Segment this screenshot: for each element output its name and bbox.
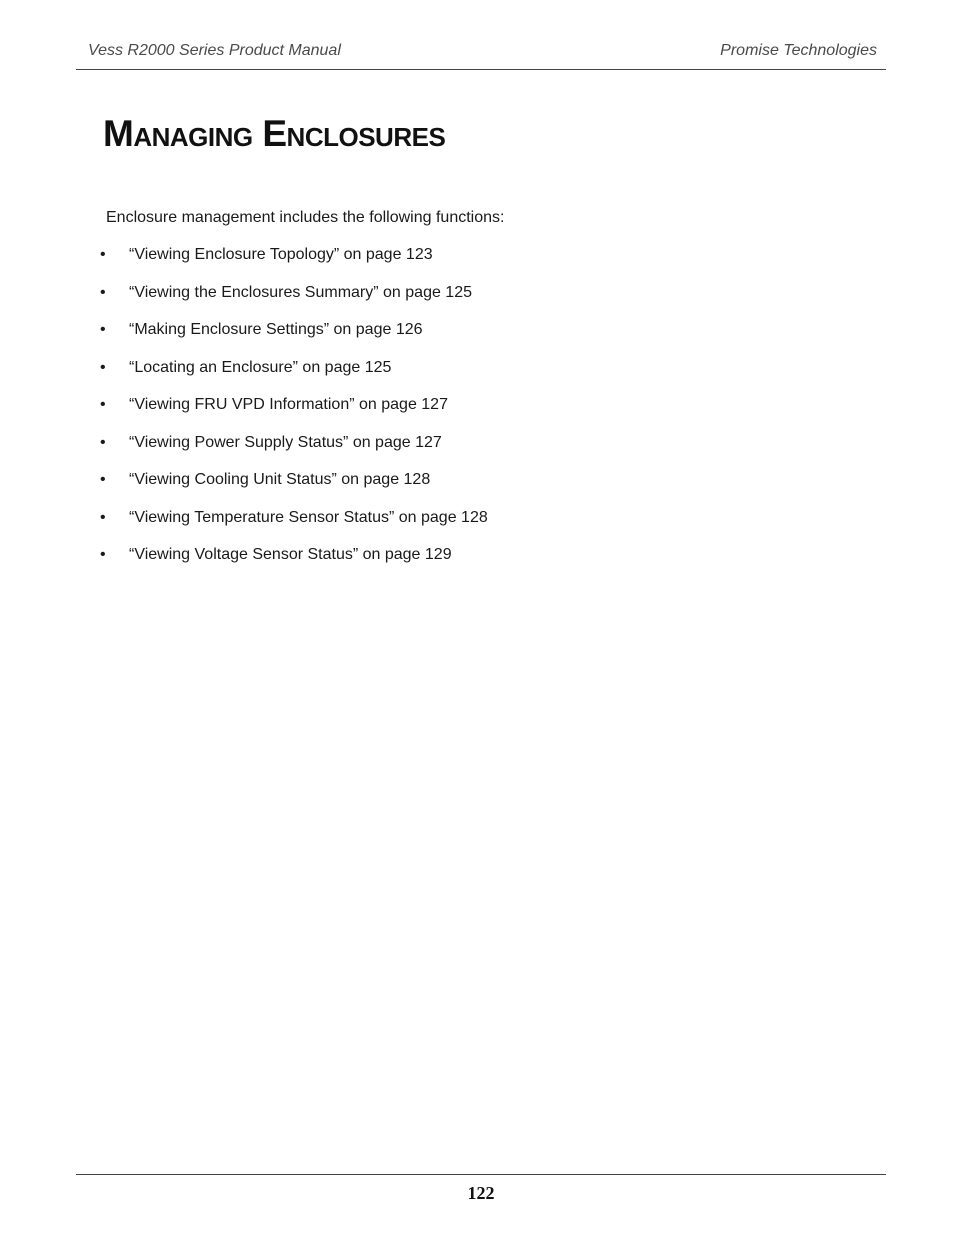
cross-reference-link[interactable]: “Viewing FRU VPD Information” on page 127 [129, 396, 448, 413]
bullet-icon: • [100, 358, 106, 376]
page-header [76, 38, 886, 70]
chapter-title: Managing Enclosures [103, 113, 446, 154]
bullet-icon: • [100, 396, 106, 413]
cross-reference-link[interactable]: “Viewing Voltage Sensor Status” on page 129 [129, 546, 452, 563]
bullet-icon: • [100, 433, 106, 451]
manual-title: Vess R2000 Series Product Manual [88, 42, 341, 59]
bullet-icon: • [100, 283, 106, 301]
cross-reference-link[interactable]: “Locating an Enclosure” on page 125 [129, 358, 392, 376]
bullet-icon: • [100, 246, 106, 263]
page-footer [76, 1174, 886, 1203]
page-number: 122 [467, 1183, 495, 1203]
cross-reference-link[interactable]: “Viewing Enclosure Topology” on page 123 [129, 246, 433, 263]
cross-reference-link[interactable]: “Viewing Cooling Unit Status” on page 128 [129, 471, 431, 488]
cross-reference-link[interactable]: “Viewing Temperature Sensor Status” on page 128 [129, 508, 488, 526]
cross-reference-link[interactable]: “Viewing Power Supply Status” on page 127 [129, 433, 442, 451]
bullet-icon: • [100, 546, 106, 563]
intro-paragraph: Enclosure management includes the following functions: [106, 209, 505, 226]
bullet-icon: • [100, 321, 106, 338]
company-name: Promise Technologies [720, 42, 877, 59]
cross-reference-link[interactable]: “Viewing the Enclosures Summary” on page 125 [129, 283, 472, 301]
cross-reference-link[interactable]: “Making Enclosure Settings” on page 126 [129, 321, 423, 338]
bullet-icon: • [100, 471, 106, 488]
bullet-icon: • [100, 508, 106, 526]
